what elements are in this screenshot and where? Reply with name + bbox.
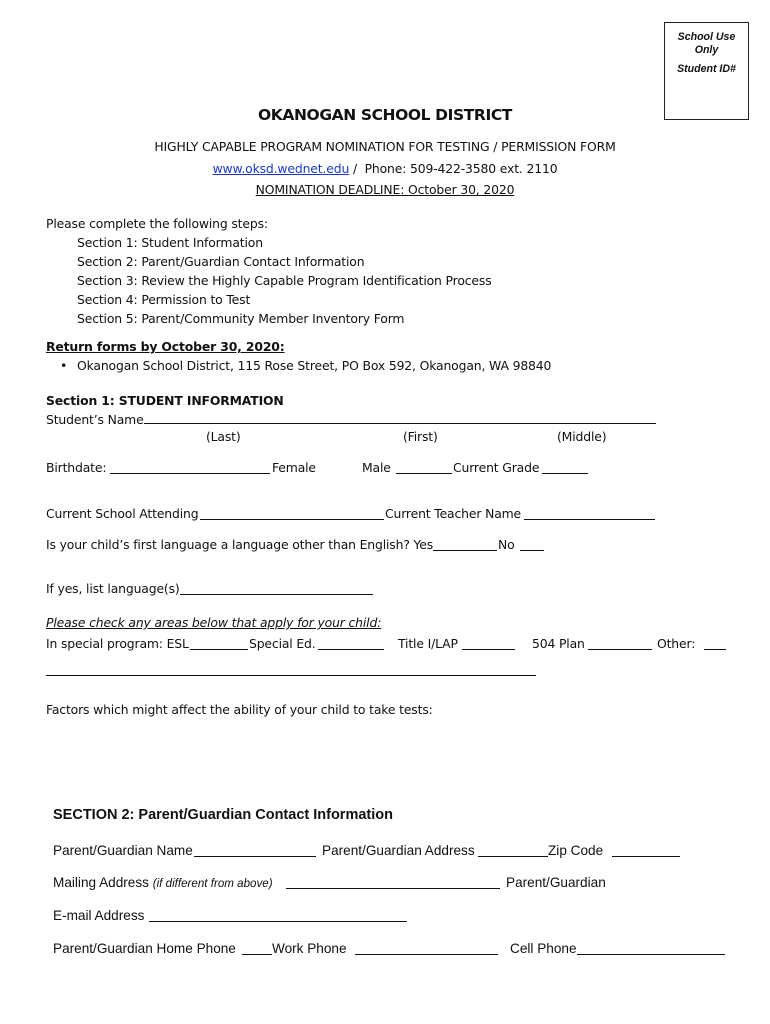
mailing-label: Mailing Address <box>53 875 149 890</box>
step-item: Section 1: Student Information <box>77 235 263 250</box>
school-field[interactable] <box>200 507 384 520</box>
female-label[interactable]: Female <box>272 460 316 475</box>
language-no-field[interactable] <box>520 538 544 551</box>
student-name-label: Student’s Name <box>46 412 144 427</box>
grade-label: Current Grade <box>453 460 540 475</box>
language-yes-field[interactable] <box>433 538 497 551</box>
work-phone-field[interactable] <box>355 942 498 955</box>
language-question: Is your child’s first language a language other than English? Yes <box>46 537 434 552</box>
birthdate-field[interactable] <box>110 461 270 474</box>
guardian-address-label: Parent/Guardian Address <box>322 843 475 858</box>
nomination-deadline <box>0 182 770 197</box>
school-use-label: School Use <box>677 31 736 43</box>
home-phone-field[interactable] <box>242 942 272 955</box>
step-item: Section 5: Parent/Community Member Inventory Form <box>77 311 405 326</box>
form-subtitle: HIGHLY CAPABLE PROGRAM NOMINATION FOR TESTING / PERMISSION FORM <box>154 139 616 154</box>
student-id-label: Student ID# <box>677 63 736 75</box>
plan504-label: 504 Plan <box>532 636 585 651</box>
school-label: Current School Attending <box>46 506 199 521</box>
special-ed-field[interactable] <box>318 637 384 650</box>
mailing-field[interactable] <box>286 876 500 889</box>
guardian-name-label: Parent/Guardian Name <box>53 843 193 858</box>
esl-field[interactable] <box>190 637 248 650</box>
factors-label: Factors which might affect the ability of your child to take tests: <box>46 702 433 717</box>
return-heading: Return forms by October 30, 2020: <box>46 339 285 354</box>
special-program-label: In special program: ESL <box>46 636 189 651</box>
website-link[interactable]: www.oksd.wednet.edu <box>212 161 350 176</box>
other-field[interactable] <box>704 637 726 650</box>
languages-field[interactable] <box>180 582 373 595</box>
title-lap-label: Title I/LAP <box>398 636 458 651</box>
zip-label: Zip Code <box>548 843 604 858</box>
school-use-only-label: Only <box>694 44 719 56</box>
section1-heading: Section 1: STUDENT INFORMATION <box>46 393 284 408</box>
name-first-caption: (First) <box>403 429 438 444</box>
teacher-field[interactable] <box>524 507 655 520</box>
plan504-field[interactable] <box>588 637 652 650</box>
languages-label: If yes, list language(s) <box>46 581 180 596</box>
male-field[interactable] <box>396 461 452 474</box>
cell-phone-field[interactable] <box>577 942 725 955</box>
student-name-row <box>46 411 656 427</box>
section2-heading: SECTION 2: Parent/Guardian Contact Information <box>53 807 393 823</box>
check-areas-heading: Please check any areas below that apply for your child: <box>46 615 382 630</box>
mailing-guardian-label: Parent/Guardian <box>506 875 606 890</box>
name-middle-caption: (Middle) <box>557 429 607 444</box>
email-field[interactable] <box>149 909 407 922</box>
other-continuation-field[interactable] <box>46 663 536 676</box>
deadline-text: NOMINATION DEADLINE: October 30, 2020 <box>255 182 515 197</box>
language-no-label: No <box>498 537 515 552</box>
student-name-field[interactable] <box>144 411 656 424</box>
bullet-icon: • <box>60 358 68 373</box>
return-address: Okanogan School District, 115 Rose Street, PO Box 592, Okanogan, WA 98840 <box>77 358 552 373</box>
contact-row <box>0 161 770 176</box>
cell-phone-label: Cell Phone <box>510 941 577 956</box>
grade-field[interactable] <box>542 461 588 474</box>
step-item: Section 2: Parent/Guardian Contact Information <box>77 254 365 269</box>
work-phone-label: Work Phone <box>272 941 347 956</box>
return-address-item <box>60 358 551 373</box>
page-title: OKANOGAN SCHOOL DISTRICT <box>258 106 512 124</box>
home-phone-label: Parent/Guardian Home Phone <box>53 941 236 956</box>
step-item: Section 4: Permission to Test <box>77 292 251 307</box>
birthdate-label: Birthdate: <box>46 460 107 475</box>
teacher-label: Current Teacher Name <box>385 506 522 521</box>
phone-number: Phone: 509-422-3580 ext. 2110 <box>364 161 558 176</box>
male-label[interactable]: Male <box>362 460 391 475</box>
name-last-caption: (Last) <box>206 429 241 444</box>
guardian-address-field[interactable] <box>478 844 548 857</box>
guardian-name-field[interactable] <box>194 844 316 857</box>
mailing-note: (if different from above) <box>152 877 273 890</box>
email-label: E-mail Address <box>53 908 145 923</box>
zip-field[interactable] <box>612 844 680 857</box>
step-item: Section 3: Review the Highly Capable Program Identification Process <box>77 273 492 288</box>
other-label: Other: <box>657 636 696 651</box>
title-lap-field[interactable] <box>462 637 515 650</box>
mailing-row <box>53 875 273 890</box>
contact-separator: / <box>349 161 365 176</box>
special-ed-label: Special Ed. <box>249 636 316 651</box>
steps-intro: Please complete the following steps: <box>46 216 268 231</box>
